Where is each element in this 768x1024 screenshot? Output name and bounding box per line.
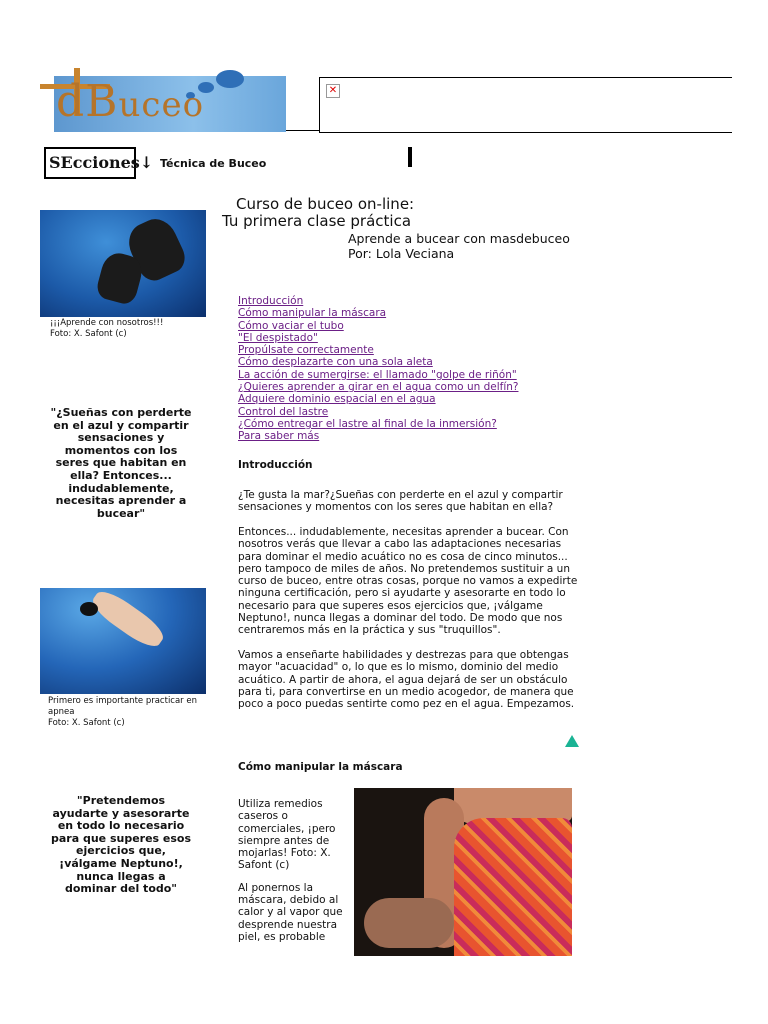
section-name: Técnica de Buceo [160, 157, 267, 170]
photo1-caption [50, 318, 163, 340]
photo-divers [40, 210, 206, 317]
intro-paragraph: Vamos a enseñarte habilidades y destrezas para que obtengas mayor "acuacidad" o, lo que es lo mismo, dominio del medio acuático. A partir de ahora, el agua dejará de ser un obstáculo para ti, para convertirse en un medio acogedor, de manera que poco a poco puedas sentirte como pez en el agua. Empezamos. [238, 649, 575, 711]
bubble-icon [216, 70, 244, 88]
intro-paragraph: ¿Te gusta la mar?¿Sueñas con perderte en el azul y compartir sensaciones y momentos con los seres que habitan en ella? [238, 489, 563, 514]
secciones-button[interactable]: SEcciones↓ [44, 147, 136, 179]
article-author: Por: Lola Veciana [348, 246, 455, 261]
site-logo[interactable] [40, 68, 286, 132]
toc-link-tubo[interactable]: Cómo vaciar el tubo [238, 319, 344, 332]
text-cursor [408, 147, 412, 167]
toc-link-mascara[interactable]: Cómo manipular la máscara [238, 307, 387, 320]
section-heading-introduccion: Introducción [238, 459, 313, 471]
section-heading-mascara: Cómo manipular la máscara [238, 761, 403, 773]
ad-banner[interactable] [319, 77, 732, 133]
toc-link-despistado[interactable]: "El despistado" [238, 331, 318, 344]
pull-quote: "Pretendemos ayudarte y asesorarte en todo lo necesario para que superes esos ejercicios que, ¡válgame Neptuno!, nunca llegas a dominar del todo" [50, 794, 192, 896]
toc-link-propulsate[interactable]: Propúlsate correctamente [238, 344, 374, 357]
caption-line: Primero es importante practicar en apnea [48, 696, 197, 717]
article-title-line1: Curso de buceo on-line: [236, 195, 415, 213]
logo-letters-rest: uceo [118, 85, 205, 125]
toc-link-entregar-lastre[interactable]: ¿Cómo entregar el lastre al final de la inmersión? [238, 417, 497, 430]
pull-quote: "¿Sueñas con perderte en el azul y compartir sensaciones y momentos con los seres que habitan en ella? Entonces... indudablemente, necesitas aprender a bucear" [50, 406, 192, 520]
toc-link-lastre[interactable]: Control del lastre [238, 405, 329, 418]
table-of-contents [238, 295, 518, 443]
logo-letter-b: B [85, 76, 119, 127]
back-to-top-icon[interactable] [565, 735, 579, 747]
photo-mask-woman [354, 788, 572, 956]
hands-figure [364, 898, 454, 948]
header-divider [286, 130, 320, 131]
article-subtitle: Aprende a bucear con masdebuceo [348, 231, 570, 246]
intro-paragraph: Entonces... indudablemente, necesitas aprender a bucear. Con nosotros verás que llevar a cabo las adaptaciones necesarias para dominar el medio acuático no es cosa de cinco minutos... pero tampoco de miles de años. No pretendemos sustituir a un curso de buceo, entre otras cosas, porque no vamos a expedirte ninguna certificación, pero si ayudarte y asesorarte en todo lo necesario para que superes esos ejercicios que, ¡válgame Neptuno!, nunca llegas a dominar del todo. De modo que nos centraremos más en la práctica y sus "truquillos". [238, 526, 578, 637]
caption-line: ¡¡¡Aprende con nosotros!!! [50, 318, 164, 328]
photo2-caption [48, 696, 208, 729]
toc-link-aleta[interactable]: Cómo desplazarte con una sola aleta [238, 356, 433, 369]
article-title-line2: Tu primera clase práctica [222, 212, 412, 230]
logo-text [56, 74, 204, 133]
mask-section-text [238, 798, 348, 943]
photo-apnea [40, 588, 206, 694]
logo-letter-d: d [56, 76, 86, 127]
toc-link-sumergirse[interactable]: La acción de sumergirse: el llamado "golpe de riñón" [238, 368, 517, 381]
swimmer-head [80, 602, 98, 616]
caption-credit: Foto: X. Safont (c) [50, 329, 127, 339]
caption-credit: Foto: X. Safont (c) [48, 718, 125, 728]
swimsuit-figure [454, 818, 572, 956]
mask-photo-caption: Utiliza remedios caseros o comerciales, ¡pero siempre antes de mojarlas! Foto: X. Safont (c) [238, 798, 336, 872]
toc-link-introduccion[interactable]: Introducción [238, 295, 304, 307]
toc-link-delfin[interactable]: ¿Quieres aprender a girar en el agua como un delfín? [238, 381, 519, 394]
swimmer-figure [88, 588, 168, 653]
mask-paragraph: Al ponernos la máscara, debido al calor y al vapor que desprende nuestra piel, es probable [238, 881, 343, 943]
toc-link-saber-mas[interactable]: Para saber más [238, 430, 320, 443]
toc-link-dominio[interactable]: Adquiere dominio espacial en el agua [238, 393, 436, 406]
broken-image-icon: ✕ [326, 84, 340, 98]
